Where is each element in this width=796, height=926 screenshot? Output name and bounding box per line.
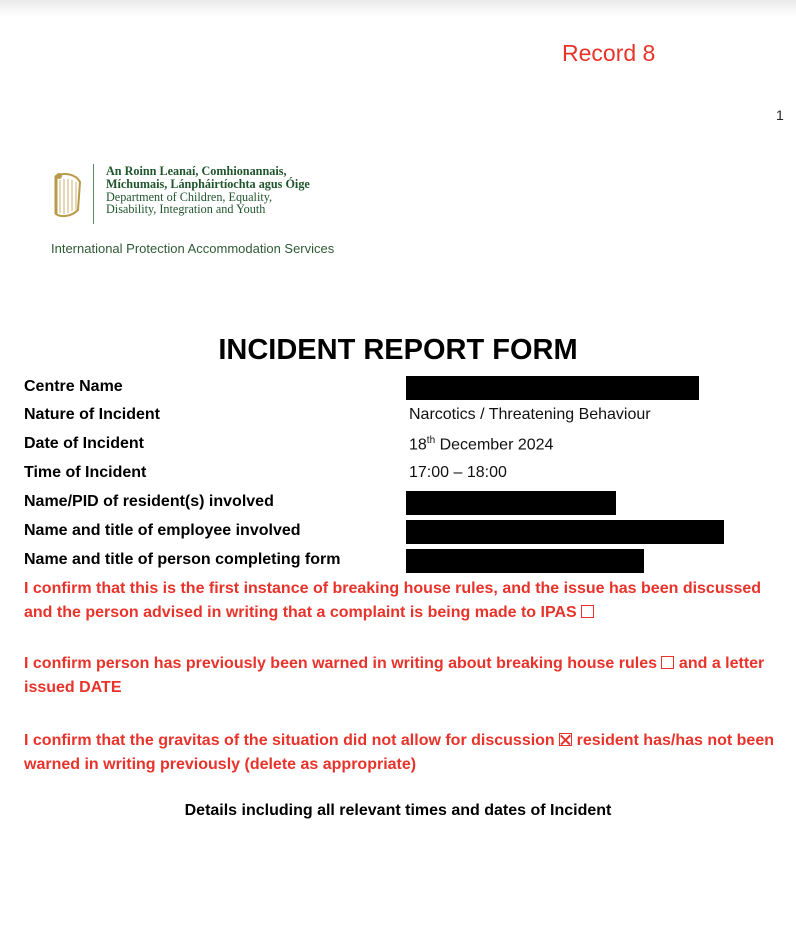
record-label: Record 8 (562, 40, 656, 66)
logo-divider (93, 164, 94, 224)
details-heading: Details including all relevant times and dates of Incident (184, 802, 612, 819)
date-day: 18 (409, 436, 427, 454)
date-value (409, 435, 553, 454)
confirm-previously-warned-text: I confirm person has previously been warned in writing about breaking house rules (24, 655, 658, 672)
department-irish-line2: Míchumais, Lánpháirtíochta agus Óige (106, 176, 310, 191)
top-shadow (0, 0, 796, 18)
centre-name-label: Centre Name (24, 378, 123, 395)
time-label: Time of Incident (24, 464, 147, 481)
employee-redacted (406, 520, 724, 544)
harp-icon (50, 170, 84, 222)
nature-value: Narcotics / Threatening Behaviour (409, 406, 651, 423)
time-value: 17:00 – 18:00 (409, 464, 507, 481)
completer-label: Name and title of person completing form (24, 551, 341, 568)
nature-label: Nature of Incident (24, 406, 161, 423)
gravitas-checkbox[interactable] (559, 733, 572, 746)
confirm-gravitas-tail: resident has/has not been warned in writing previously (delete as appropriate) (24, 732, 774, 773)
resident-redacted (406, 491, 616, 515)
department-english-line1: Department of Children, Equality, (106, 189, 273, 204)
confirm-first-instance-text: I confirm that this is the first instance of breaking house rules, and the issue has been discussed and the person advised in writing that a complaint is being made to IPAS (24, 580, 762, 621)
department-name (106, 165, 310, 216)
resident-label: Name/PID of resident(s) involved (24, 493, 274, 510)
agency-name: International Protection Accommodation Services (51, 241, 335, 256)
date-label: Date of Incident (24, 435, 145, 452)
confirm-previously-warned-tail: and a letter issued DATE (24, 655, 765, 696)
confirm-first-instance (24, 577, 780, 625)
completer-redacted (406, 549, 644, 573)
confirm-previously-warned (24, 652, 780, 700)
confirm-gravitas (24, 729, 780, 777)
first-instance-checkbox[interactable] (581, 605, 594, 618)
department-irish-line1: An Roinn Leanaí, Comhionannais, (106, 164, 287, 178)
employee-label: Name and title of employee involved (24, 522, 301, 539)
page-number: 1 (776, 107, 784, 123)
centre-name-redacted (406, 376, 699, 400)
form-title: INCIDENT REPORT FORM (218, 334, 578, 366)
date-rest: December 2024 (435, 436, 554, 454)
previously-warned-checkbox[interactable] (661, 656, 674, 669)
date-suffix: th (426, 435, 436, 446)
confirm-gravitas-text: I confirm that the gravitas of the situation did not allow for discussion (24, 732, 555, 749)
department-english-line2: Disability, Integration and Youth (106, 202, 266, 217)
